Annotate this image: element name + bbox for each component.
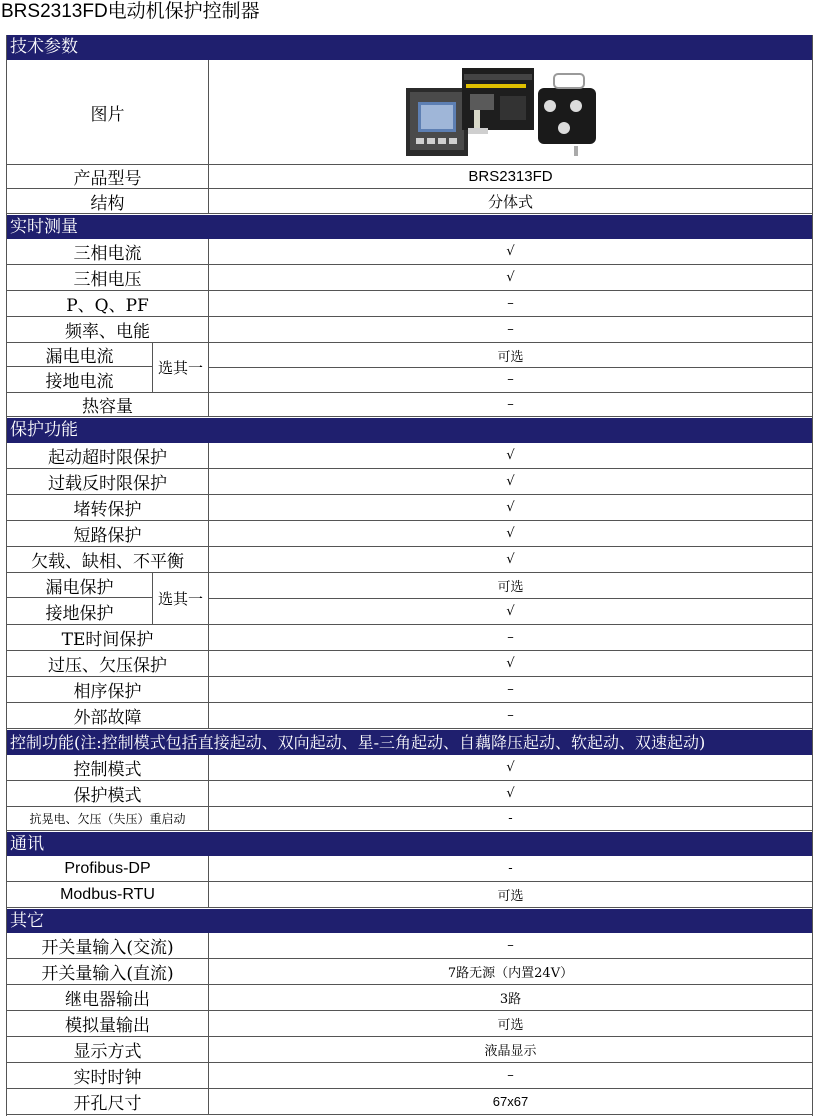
product-image xyxy=(404,66,604,162)
row-value-ground-current: – xyxy=(507,372,514,387)
row-analog xyxy=(7,1011,812,1037)
row-label: 控制模式 xyxy=(7,755,209,780)
row-value: 分体式 xyxy=(487,192,533,211)
picture-label: 图片 xyxy=(7,60,209,164)
row-restart xyxy=(7,807,812,831)
row-value: 7路无源（内置24V） xyxy=(447,966,574,981)
row-relay xyxy=(7,985,812,1011)
row-label: 开孔尺寸 xyxy=(7,1089,209,1114)
row-current xyxy=(7,239,812,265)
row-label: 继电器输出 xyxy=(7,985,209,1010)
row-di-ac xyxy=(7,933,812,959)
row-frequency xyxy=(7,317,812,343)
section-header-protect: 保护功能 xyxy=(7,418,812,443)
section-header-other: 其它 xyxy=(7,909,812,933)
row-label: TE时间保护 xyxy=(7,625,209,650)
row-profibus xyxy=(7,856,812,882)
row-model xyxy=(7,165,812,189)
row-label: 三相电压 xyxy=(7,265,209,290)
row-display xyxy=(7,1037,812,1063)
row-start-timeout xyxy=(7,443,812,469)
row-protect-mode xyxy=(7,781,812,807)
row-value-leak-protect: 可选 xyxy=(209,573,812,599)
row-value: 3路 xyxy=(499,992,522,1007)
row-label: 过压、欠压保护 xyxy=(7,651,209,676)
row-label: 外部故障 xyxy=(7,703,209,728)
row-value: - xyxy=(508,861,513,876)
product-image-cell xyxy=(209,60,812,164)
picture-row xyxy=(7,60,812,165)
row-value: √ xyxy=(506,786,515,801)
row-value: √ xyxy=(506,760,515,775)
row-modbus xyxy=(7,882,812,908)
row-value: – xyxy=(507,630,514,645)
section-header-control: 控制功能(注:控制模式包括直接起动、双向起动、星-三角起动、自藕降压起动、软起动、双速起动) xyxy=(7,730,812,755)
row-thermal xyxy=(7,393,812,417)
row-label: 显示方式 xyxy=(7,1037,209,1062)
row-voltage xyxy=(7,265,812,291)
row-te xyxy=(7,625,812,651)
section-header-comm: 通讯 xyxy=(7,832,812,856)
row-value: √ xyxy=(506,500,515,515)
row-value-leak-current: 可选 xyxy=(209,343,812,368)
row-external-fault xyxy=(7,703,812,729)
row-label: P、Q、PF xyxy=(7,291,209,316)
row-label: 实时时钟 xyxy=(7,1063,209,1088)
row-value: √ xyxy=(506,270,515,285)
row-label: 相序保护 xyxy=(7,677,209,702)
row-value: - xyxy=(508,811,513,826)
row-overload xyxy=(7,469,812,495)
row-label: 开关量输入(直流) xyxy=(7,959,209,984)
row-label: 频率、电能 xyxy=(7,317,209,342)
choose-one-label: 选其一 xyxy=(153,343,209,392)
row-label-ground-protect: 接地保护 xyxy=(7,598,153,624)
row-structure xyxy=(7,189,812,214)
row-label: 热容量 xyxy=(7,393,209,416)
row-control-mode xyxy=(7,755,812,781)
row-label: 产品型号 xyxy=(7,165,209,188)
row-value: √ xyxy=(506,448,515,463)
row-value: – xyxy=(507,682,514,697)
section-header-measure: 实时测量 xyxy=(7,215,812,239)
choose-one-group-measure xyxy=(7,343,812,393)
row-value: √ xyxy=(506,244,515,259)
row-di-dc xyxy=(7,959,812,985)
row-value: – xyxy=(507,397,514,412)
row-label: 过载反时限保护 xyxy=(7,469,209,494)
row-label: 三相电流 xyxy=(7,239,209,264)
row-value: 液晶显示 xyxy=(484,1044,537,1059)
row-label: Profibus-DP xyxy=(7,856,209,881)
row-label: 结构 xyxy=(7,189,209,213)
row-value: – xyxy=(507,322,514,337)
row-value: 可选 xyxy=(497,889,524,904)
row-short xyxy=(7,521,812,547)
row-value: – xyxy=(507,1068,514,1083)
row-value: – xyxy=(507,296,514,311)
row-stall xyxy=(7,495,812,521)
choose-one-label: 选其一 xyxy=(153,573,209,624)
row-label: 开关量输入(交流) xyxy=(7,933,209,958)
row-label: 欠载、缺相、不平衡 xyxy=(7,547,209,572)
row-clock xyxy=(7,1063,812,1089)
row-label: 抗晃电、欠压（失压）重启动 xyxy=(7,807,209,830)
row-value: – xyxy=(507,708,514,723)
row-overvoltage xyxy=(7,651,812,677)
row-value-ground-protect: √ xyxy=(506,603,515,619)
row-label: 起动超时限保护 xyxy=(7,443,209,468)
row-value: √ xyxy=(506,474,515,489)
row-value: 可选 xyxy=(497,1018,524,1033)
row-cutout xyxy=(7,1089,812,1115)
row-label: 模拟量输出 xyxy=(7,1011,209,1036)
row-label: 堵转保护 xyxy=(7,495,209,520)
page-title: BRS2313FD电动机保护控制器 xyxy=(1,1,260,22)
section-header-tech: 技术参数 xyxy=(7,35,812,60)
choose-one-group-protect xyxy=(7,573,812,625)
row-label: 短路保护 xyxy=(7,521,209,546)
row-value: BRS2313FD xyxy=(468,168,553,185)
row-label-leak-current: 漏电电流 xyxy=(7,343,153,367)
row-value: √ xyxy=(506,526,515,541)
row-value: 67x67 xyxy=(492,1094,529,1109)
row-label: 保护模式 xyxy=(7,781,209,806)
row-pqpf xyxy=(7,291,812,317)
row-phase-seq xyxy=(7,677,812,703)
row-label: Modbus-RTU xyxy=(7,882,209,907)
row-label-ground-current: 接地电流 xyxy=(7,367,153,392)
row-value: – xyxy=(507,938,514,953)
row-value: √ xyxy=(506,656,515,671)
row-value: √ xyxy=(506,552,515,567)
row-label-leak-protect: 漏电保护 xyxy=(7,573,153,598)
row-underload xyxy=(7,547,812,573)
spec-table xyxy=(6,35,813,1116)
